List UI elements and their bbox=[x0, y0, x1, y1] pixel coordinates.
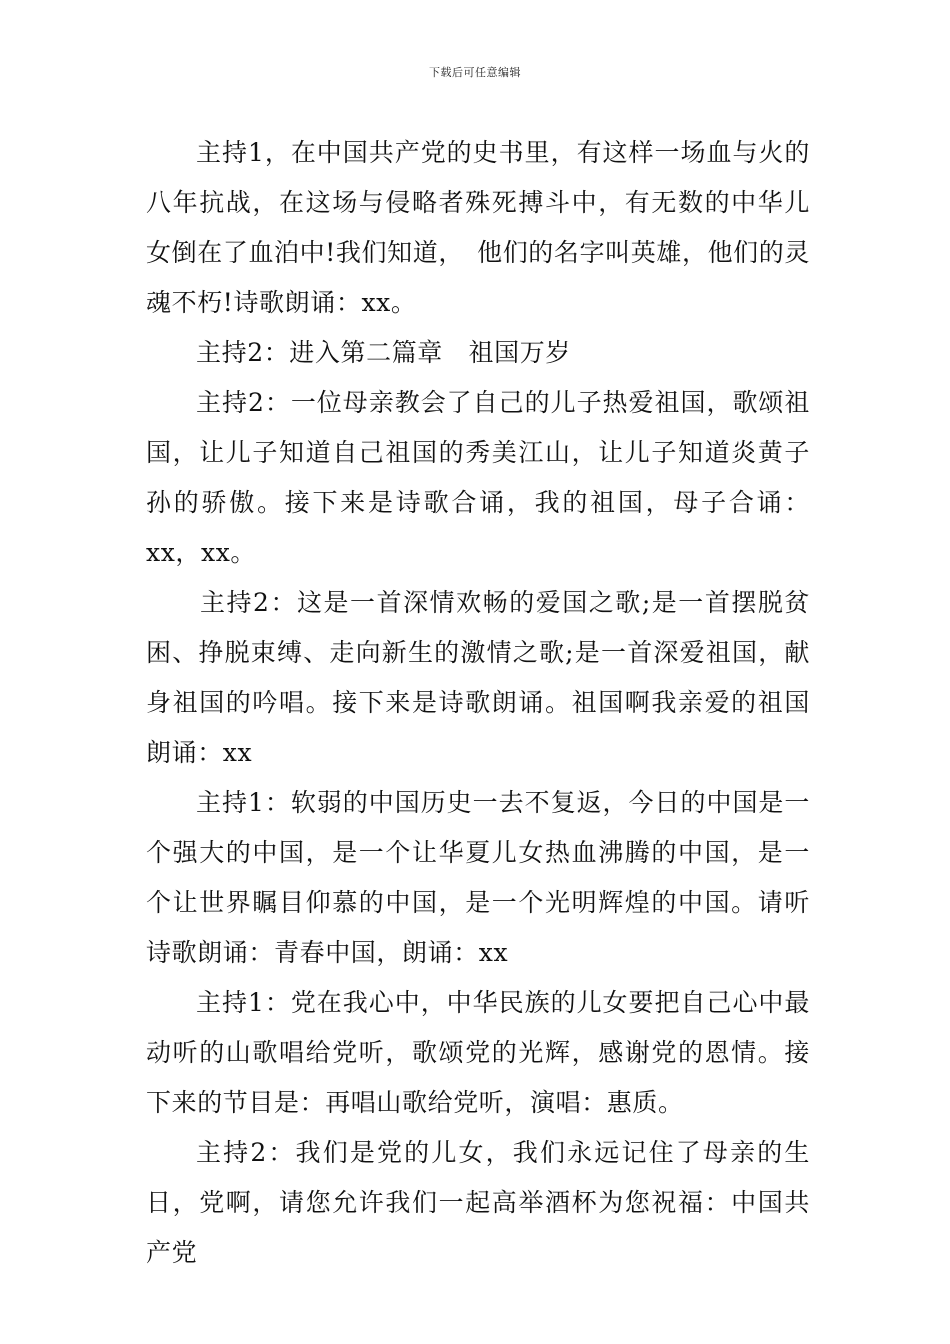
paragraph-4: 主持2：这是一首深情欢畅的爱国之歌;是一首摆脱贫困、挣脱束缚、走向新生的激情之歌;是一首深爱祖国，献身祖国的吟唱。接下来是诗歌朗诵。祖国啊我亲爱的祖国朗诵：xx bbox=[146, 588, 810, 767]
paragraph-6: 主持1：党在我心中，中华民族的儿女要把自己心中最动听的山歌唱给党听，歌颂党的光辉，感谢党的恩情。接下来的节目是：再唱山歌给党听，演唱：惠质。 bbox=[146, 988, 810, 1117]
paragraph-7: 主持2：我们是党的儿女，我们永远记住了母亲的生日，党啊，请您允许我们一起高举酒杯为您祝福：中国共产党 bbox=[146, 1138, 810, 1267]
page-header: 下载后可任意编辑 bbox=[429, 66, 521, 79]
document-body bbox=[146, 128, 810, 1278]
paragraph-2: 主持2：进入第二篇章 祖国万岁 bbox=[196, 338, 571, 367]
paragraph-5: 主持1：软弱的中国历史一去不复返，今日的中国是一个强大的中国，是一个让华夏儿女热血沸腾的中国，是一个让世界瞩目仰慕的中国，是一个光明辉煌的中国。请听诗歌朗诵：青春中国，朗诵：xx bbox=[146, 788, 810, 967]
paragraph-3: 主持2：一位母亲教会了自己的儿子热爱祖国，歌颂祖国，让儿子知道自己祖国的秀美江山，让儿子知道炎黄子孙的骄傲。接下来是诗歌合诵，我的祖国，母子合诵：xx，xx。 bbox=[146, 388, 810, 567]
paragraph-1: 主持1，在中国共产党的史书里，有这样一场血与火的八年抗战，在这场与侵略者殊死搏斗中，有无数的中华儿女倒在了血泊中!我们知道， 他们的名字叫英雄，他们的灵魂不朽!诗歌朗诵：xx。 bbox=[146, 138, 810, 317]
